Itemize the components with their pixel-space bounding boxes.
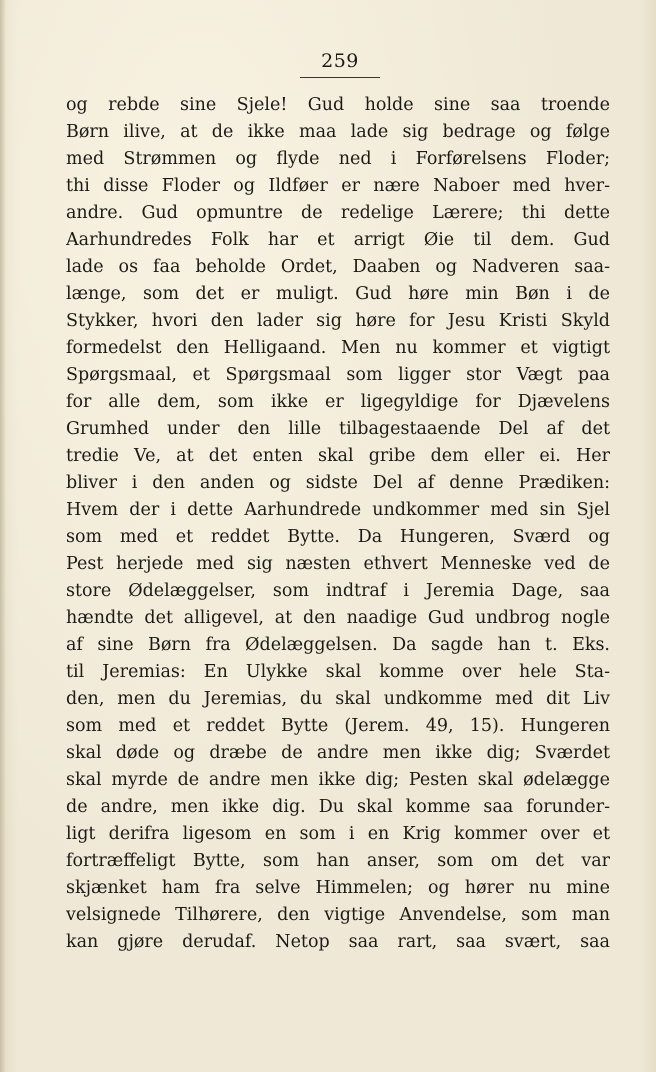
text-line: tredie Ve, at det enten skal gribe dem eller ei. Her xyxy=(66,446,610,466)
text-line: Pest herjede med sig næsten ethvert Menneske ved de xyxy=(66,554,610,574)
text-line: Stykker, hvori den lader sig høre for Jesu Kristi Skyld xyxy=(66,311,610,331)
text-line: som med et reddet Bytte. Da Hungeren, Sværd og xyxy=(66,527,610,547)
text-line: hændte det alligevel, at den naadige Gud undbrog nogle xyxy=(66,608,610,628)
text-line: og rebde sine Sjele! Gud holde sine saa troende xyxy=(66,95,610,115)
text-line: fortræffeligt Bytte, som han anser, som om det var xyxy=(66,851,610,871)
body-text xyxy=(66,92,610,956)
page-number-rule xyxy=(300,77,380,78)
text-line: skal myrde de andre men ikke dig; Pesten skal ødelægge xyxy=(66,770,610,790)
text-line: formedelst den Helligaand. Men nu kommer et vigtigt xyxy=(66,338,610,358)
text-line: for alle dem, som ikke er ligegyldige for Djævelens xyxy=(66,392,610,412)
text-line: bliver i den anden og sidste Del af denne Prædiken: xyxy=(66,473,610,493)
text-line: kan gjøre derudaf. Netop saa rart, saa svært, saa xyxy=(66,932,610,952)
text-line: den, men du Jeremias, du skal undkomme med dit Liv xyxy=(66,689,610,709)
text-line: Børn ilive, at de ikke maa lade sig bedrage og følge xyxy=(66,122,610,142)
text-line: længe, som det er muligt. Gud høre min Bøn i de xyxy=(66,284,610,304)
page-spine-shadow xyxy=(0,0,6,1072)
text-line: de andre, men ikke dig. Du skal komme saa forunder- xyxy=(66,797,610,817)
text-line: med Strømmen og flyde ned i Forførelsens Floder; xyxy=(66,149,610,169)
text-line: andre. Gud opmuntre de redelige Lærere; thi dette xyxy=(66,203,610,223)
text-line: Aarhundredes Folk har et arrigt Øie til dem. Gud xyxy=(66,230,610,250)
text-line: som med et reddet Bytte (Jerem. 49, 15). Hungeren xyxy=(66,716,610,736)
text-line: Hvem der i dette Aarhundrede undkommer med sin Sjel xyxy=(66,500,610,520)
text-line: til Jeremias: En Ulykke skal komme over hele Sta- xyxy=(66,662,610,682)
text-line: Spørgsmaal, et Spørgsmaal som ligger stor Vægt paa xyxy=(66,365,610,385)
text-line: thi disse Floder og Ildføer er nære Naboer med hver- xyxy=(66,176,610,196)
text-line: velsignede Tilhørere, den vigtige Anvendelse, som man xyxy=(66,905,610,925)
text-line: skjænket ham fra selve Himmelen; og hører nu mine xyxy=(66,878,610,898)
page-number: 259 xyxy=(321,50,359,72)
text-line: skal døde og dræbe de andre men ikke dig; Sværdet xyxy=(66,743,610,763)
text-line: lade os faa beholde Ordet, Daaben og Nadveren saa- xyxy=(66,257,610,277)
text-line: ligt derifra ligesom en som i en Krig kommer over et xyxy=(66,824,610,844)
text-line: store Ødelæggelser, som indtraf i Jeremia Dage, saa xyxy=(66,581,610,601)
text-line: af sine Børn fra Ødelæggelsen. Da sagde han t. Eks. xyxy=(66,635,610,655)
text-line: Grumhed under den lille tilbagestaaende Del af det xyxy=(66,419,610,439)
